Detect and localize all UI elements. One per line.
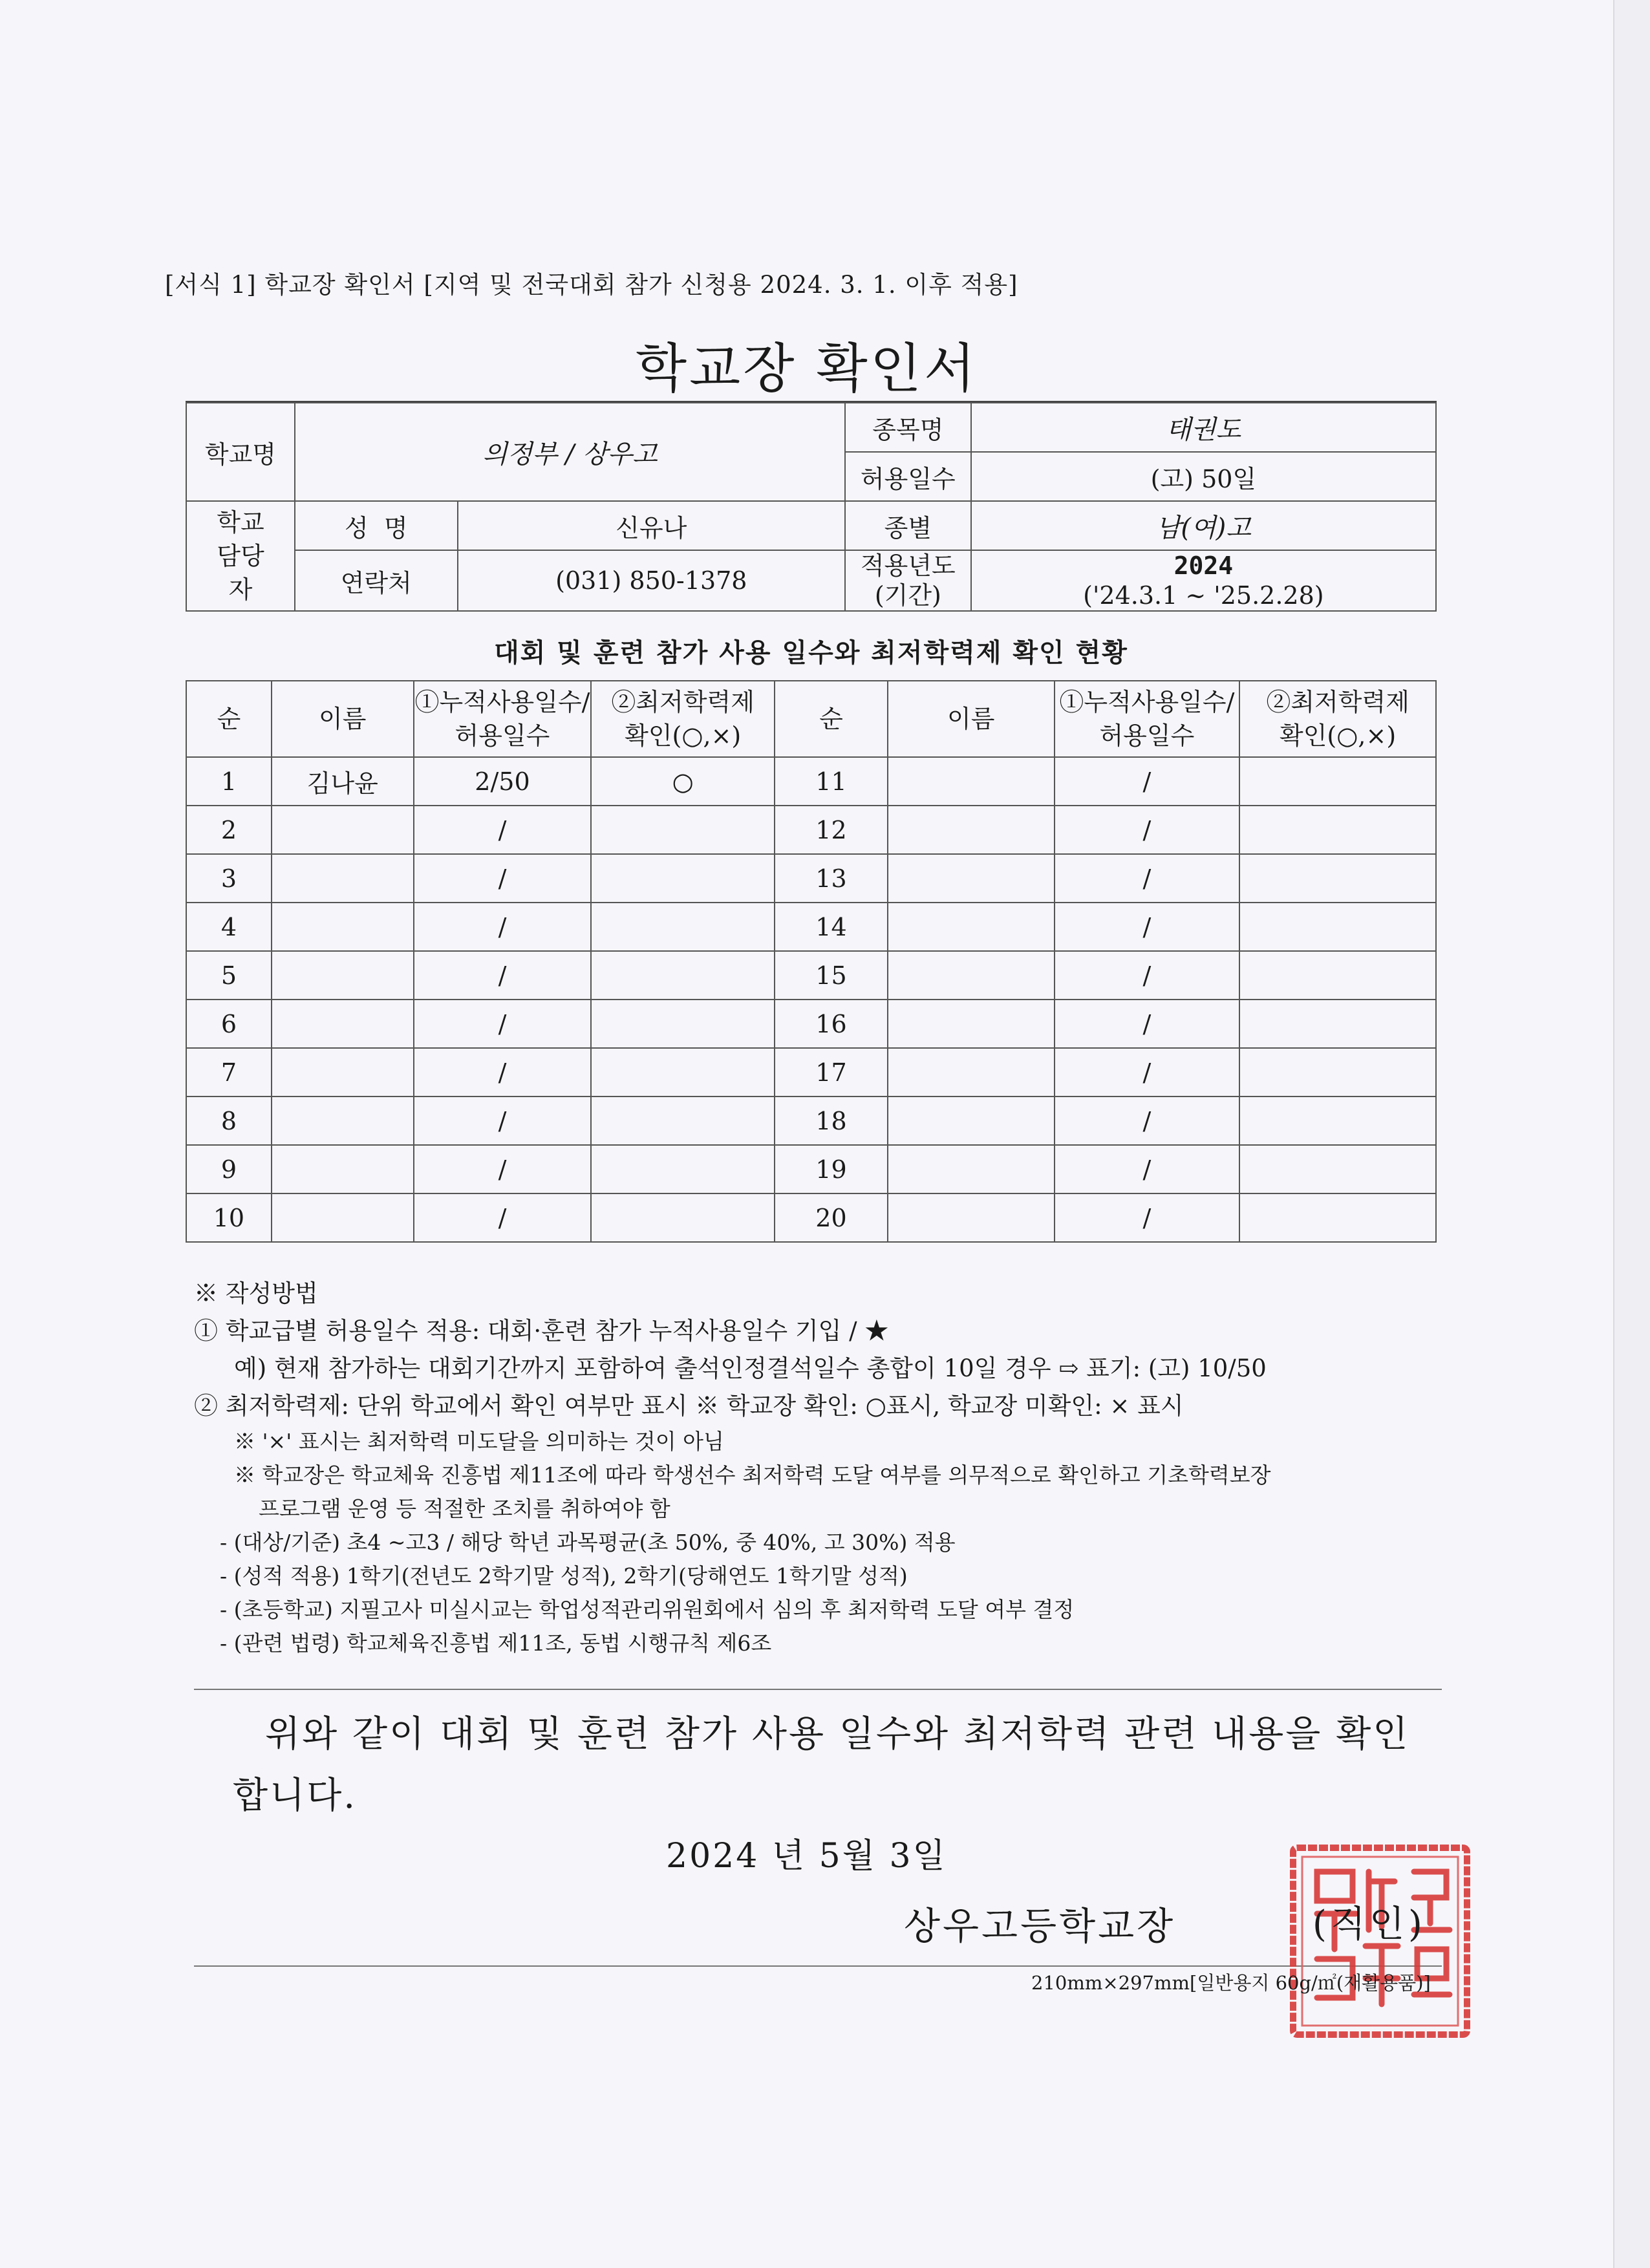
- table-row: [186, 1145, 1436, 1193]
- notes-line: - (관련 법령) 학교체육진흥법 제11조, 동법 시행규칙 제6조: [220, 1631, 772, 1656]
- row-no: 7: [186, 1048, 272, 1097]
- row-check: [591, 854, 775, 903]
- row-no: 4: [186, 903, 272, 951]
- gender-label: 종별: [845, 501, 971, 550]
- row-no: 5: [186, 951, 272, 1000]
- table-row: [186, 1000, 1436, 1048]
- row-no: 3: [186, 854, 272, 903]
- school-value: 의정부 / 상우고: [295, 403, 845, 501]
- row-check: [1239, 1048, 1436, 1097]
- row-name: [272, 903, 414, 951]
- row-check: [591, 1048, 775, 1097]
- header-name-2: 이름: [888, 681, 1055, 757]
- row-name: [888, 1097, 1055, 1145]
- header-days-line1: ①누적사용일수/: [414, 688, 590, 716]
- event-value: 태권도: [971, 403, 1436, 452]
- allowed-days-value: (고) 50일: [971, 452, 1436, 501]
- confirmation-line2: 합니다.: [233, 1775, 358, 1817]
- school-label: 학교명: [186, 403, 295, 501]
- instructions: [194, 1275, 1442, 1660]
- row-name: [888, 854, 1055, 903]
- row-check: [1239, 1145, 1436, 1193]
- header-days-2-line1: ①누적사용일수/: [1059, 688, 1235, 716]
- row-name: [272, 1097, 414, 1145]
- row-days: /: [1055, 1193, 1240, 1242]
- table-row: [186, 951, 1436, 1000]
- row-check: [1239, 806, 1436, 854]
- name-value: 신유나: [458, 501, 845, 550]
- row-days: /: [414, 1000, 592, 1048]
- year-value-cell: [971, 550, 1436, 611]
- row-check: [1239, 951, 1436, 1000]
- row-check: [591, 806, 775, 854]
- form-label: [서식 1] 학교장 확인서 [지역 및 전국대회 참가 신청용 2024. 3. 1. 이후 적용]: [165, 271, 1018, 299]
- row-check: ○: [591, 757, 775, 806]
- row-check: [591, 1000, 775, 1048]
- row-name: [272, 951, 414, 1000]
- row-name: [888, 806, 1055, 854]
- header-days-2: [1055, 681, 1240, 757]
- row-name: [888, 1048, 1055, 1097]
- notes-line: ※ '×' 표시는 최저학력 미도달을 의미하는 것이 아님: [234, 1429, 724, 1454]
- name-label: 성 명: [295, 501, 458, 550]
- header-academic: [591, 681, 775, 757]
- header-no: 순: [186, 681, 272, 757]
- row-name: [888, 1000, 1055, 1048]
- notes-line: ※ 학교장은 학교체육 진흥법 제11조에 따라 학생선수 최저학력 도달 여부를 의무적으로 확인하고 기초학력보장: [234, 1462, 1271, 1488]
- participation-table: [186, 680, 1437, 1243]
- issue-date: 2024 년 5월 3일: [666, 1837, 947, 1876]
- table-row: [186, 1097, 1436, 1145]
- row-no: 13: [775, 854, 888, 903]
- row-days: 2/50: [414, 757, 592, 806]
- notes-heading: ※ 작성방법: [194, 1279, 318, 1307]
- info-table: [186, 402, 1437, 612]
- row-name: [888, 1145, 1055, 1193]
- confirmation-text: [233, 1704, 1442, 1826]
- row-days: /: [1055, 1000, 1240, 1048]
- row-no: 6: [186, 1000, 272, 1048]
- row-check: [1239, 854, 1436, 903]
- row-check: [591, 1193, 775, 1242]
- year-value: 2024: [1173, 551, 1234, 580]
- event-label: 종목명: [845, 403, 971, 452]
- notes-line: ① 학교급별 허용일수 적용: 대회·훈련 참가 누적사용일수 기입 / ★: [194, 1317, 889, 1345]
- table-header-row: [186, 681, 1436, 757]
- header-days-2-line2: 허용일수: [1099, 722, 1195, 750]
- row-name: [272, 1000, 414, 1048]
- row-days: /: [1055, 951, 1240, 1000]
- row-check: [1239, 903, 1436, 951]
- row-name: [888, 903, 1055, 951]
- table-row: [186, 1048, 1436, 1097]
- header-days-line2: 허용일수: [455, 722, 550, 750]
- table-row: [186, 806, 1436, 854]
- row-no: 10: [186, 1193, 272, 1242]
- header-academic-2-line2: 확인(○,×): [1280, 722, 1397, 750]
- row-days: /: [414, 903, 592, 951]
- row-name: [888, 1193, 1055, 1242]
- section-title: 대회 및 훈련 참가 사용 일수와 최저학력제 확인 현황: [494, 638, 1128, 668]
- year-label: [845, 550, 971, 611]
- row-days: /: [1055, 854, 1240, 903]
- row-no: 16: [775, 1000, 888, 1048]
- row-no: 18: [775, 1097, 888, 1145]
- header-days: [414, 681, 592, 757]
- row-days: /: [1055, 1048, 1240, 1097]
- row-no: 14: [775, 903, 888, 951]
- page-title: 학교장 확인서: [635, 338, 978, 400]
- header-no-2: 순: [775, 681, 888, 757]
- row-days: /: [1055, 1145, 1240, 1193]
- row-no: 1: [186, 757, 272, 806]
- table-row: [186, 903, 1436, 951]
- gender-value: 남(여)고: [971, 501, 1436, 550]
- header-academic-2: [1239, 681, 1436, 757]
- header-academic-line2: 확인(○,×): [625, 722, 742, 750]
- allowed-days-label: 허용일수: [845, 452, 971, 501]
- row-name: [888, 951, 1055, 1000]
- year-label-line1: 적용년도: [860, 551, 956, 580]
- row-days: /: [414, 806, 592, 854]
- seal-label: (직인): [1312, 1903, 1426, 1945]
- row-no: 9: [186, 1145, 272, 1193]
- row-days: /: [414, 1145, 592, 1193]
- row-check: [1239, 1193, 1436, 1242]
- phone-label: 연락처: [295, 550, 458, 611]
- row-days: /: [414, 951, 592, 1000]
- notes-line: - (성적 적용) 1학기(전년도 2학기말 성적), 2학기(당해연도 1학기말 성적): [220, 1563, 908, 1589]
- row-name: 김나윤: [272, 757, 414, 806]
- phone-value: (031) 850-1378: [458, 550, 845, 611]
- row-check: [591, 903, 775, 951]
- row-days: /: [414, 854, 592, 903]
- header-name: 이름: [272, 681, 414, 757]
- principal-name: 상우고등학교장: [904, 1904, 1176, 1948]
- contact-person-label: [186, 501, 295, 611]
- row-no: 11: [775, 757, 888, 806]
- header-academic-line1: ②최저학력제: [611, 688, 755, 716]
- row-days: /: [414, 1097, 592, 1145]
- divider: [194, 1689, 1442, 1690]
- notes-line: - (대상/기준) 초4 ~고3 / 해당 학년 과목평균(초 50%, 중 40%, 고 30%) 적용: [220, 1530, 956, 1555]
- row-no: 8: [186, 1097, 272, 1145]
- row-check: [591, 951, 775, 1000]
- row-name: [272, 1048, 414, 1097]
- year-label-line2: (기간): [874, 581, 941, 610]
- row-check: [1239, 1097, 1436, 1145]
- row-no: 2: [186, 806, 272, 854]
- row-name: [272, 854, 414, 903]
- row-no: 20: [775, 1193, 888, 1242]
- row-days: /: [1055, 806, 1240, 854]
- row-check: [591, 1145, 775, 1193]
- header-academic-2-line1: ②최저학력제: [1266, 688, 1409, 716]
- row-no: 19: [775, 1145, 888, 1193]
- table-row: [186, 757, 1436, 806]
- row-name: [888, 757, 1055, 806]
- row-name: [272, 1193, 414, 1242]
- row-name: [272, 1145, 414, 1193]
- period-value: ('24.3.1 ~ '25.2.28): [1083, 581, 1324, 610]
- table-row: [186, 854, 1436, 903]
- row-days: /: [414, 1193, 592, 1242]
- row-days: /: [1055, 903, 1240, 951]
- notes-line: 예) 현재 참가하는 대회기간까지 포함하여 출석인정결석일수 총합이 10일 경우 ⇨ 표기: (고) 10/50: [234, 1354, 1267, 1382]
- row-check: [1239, 1000, 1436, 1048]
- notes-line: - (초등학교) 지필고사 미실시교는 학업성적관리위원회에서 심의 후 최저학력 도달 여부 결정: [220, 1597, 1075, 1622]
- footer-rule: [194, 1965, 1442, 1967]
- contact-person-text: 학교 담당자: [217, 508, 264, 604]
- row-no: 12: [775, 806, 888, 854]
- confirmation-line1: 위와 같이 대회 및 훈련 참가 사용 일수와 최저학력 관련 내용을 확인: [265, 1713, 1410, 1755]
- row-days: /: [414, 1048, 592, 1097]
- row-days: /: [1055, 1097, 1240, 1145]
- notes-line: ② 최저학력제: 단위 학교에서 확인 여부만 표시 ※ 학교장 확인: ○표시, 학교장 미확인: × 표시: [194, 1392, 1184, 1420]
- row-check: [1239, 757, 1436, 806]
- row-no: 17: [775, 1048, 888, 1097]
- row-no: 15: [775, 951, 888, 1000]
- row-check: [591, 1097, 775, 1145]
- table-row: [186, 1193, 1436, 1242]
- row-name: [272, 806, 414, 854]
- notes-line: 프로그램 운영 등 적절한 조치를 취하여야 함: [259, 1496, 670, 1521]
- row-days: /: [1055, 757, 1240, 806]
- paper-spec: 210mm×297mm[일반용지 60g/㎡(재활용품)]: [1031, 1972, 1431, 1994]
